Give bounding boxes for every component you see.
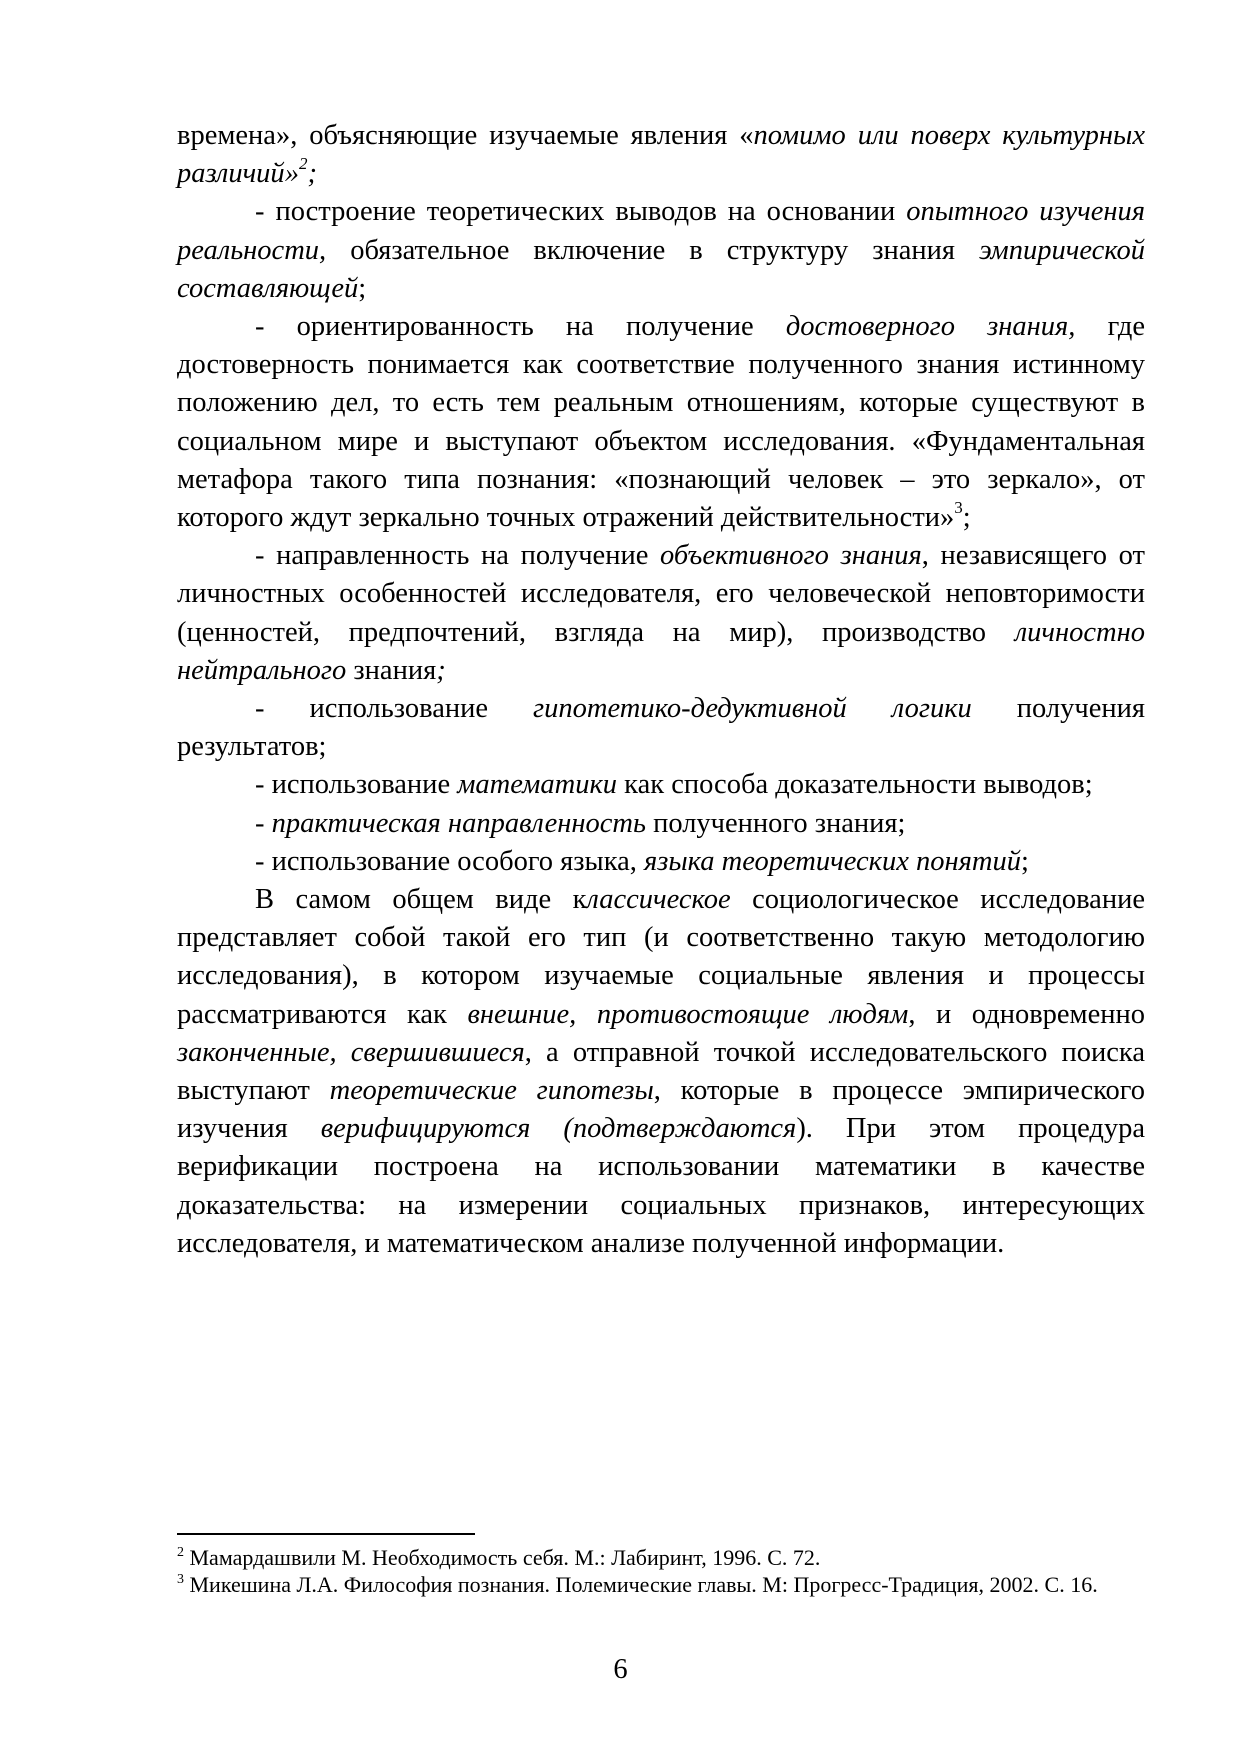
text-run: - <box>255 807 272 839</box>
paragraph <box>177 881 1145 1263</box>
italic-text: ; <box>436 654 446 686</box>
paragraph <box>177 843 1145 881</box>
italic-text: личностно нейтрального <box>177 616 1145 686</box>
footnote <box>177 1571 1145 1598</box>
paragraph <box>177 193 1145 308</box>
text-run: ). При этом процедура верификации построена на использовании математики в качестве доказательства: на измерении социальных признаков, интересующих исследователя, и математическом анализе полученной информации. <box>177 1113 1146 1259</box>
footnote-number: 3 <box>177 1572 184 1587</box>
footnote <box>177 1544 1145 1571</box>
text-run: ; <box>358 272 367 304</box>
italic-text: эмпирической составляющей <box>177 234 1145 304</box>
italic-text: помимо или поверх культурных различий <box>177 120 1146 190</box>
text-run: получения результатов; <box>177 693 1146 763</box>
text-run: как способа доказательности выводов; <box>617 769 1093 801</box>
text-run: - построение теоретических выводов на основании <box>255 196 907 228</box>
text-run: , а отправной точкой исследовательского поиска выступают <box>177 1036 1145 1107</box>
text-run: времена», объясняющие изучаемые явления « <box>177 120 754 151</box>
footnote-text: Мамардашвили М. Необходимость себя. М.: Лабиринт, 1996. С. 72. <box>184 1545 821 1570</box>
italic-text: математики <box>457 769 618 801</box>
italic-text: законченные, свершившиеся <box>177 1036 525 1068</box>
italic-text: » <box>284 158 299 190</box>
italic-text: внешние, противостоящие людям <box>467 998 909 1030</box>
footnotes <box>177 1544 1145 1598</box>
text-run: В самом общем виде к <box>255 884 587 916</box>
text-run: , независящего от личностных особенностей исследователя, его человеческой неповторимости (ценностей, предпочтений, взгляда на мир), производство <box>177 540 1145 648</box>
footnote-ref: 2 <box>298 154 308 174</box>
text-run: социологическое исследование представляет собой такой его тип (и соответственно такую методологию исследования), в котором изучаемые социальные явления и процессы рассматриваются как <box>177 884 1145 1030</box>
text-run: знания <box>346 654 437 686</box>
italic-text: практическая направленность <box>271 807 646 839</box>
italic-text: лассическое <box>586 884 731 916</box>
page-number: 6 <box>613 1654 628 1685</box>
italic-text: гипотетико-дедуктивной логики <box>533 693 972 725</box>
text-run: - использование <box>255 769 458 801</box>
text-run: , которые в процессе эмпирического изучения <box>177 1075 1146 1145</box>
text-run: - ориентированность на получение <box>255 311 786 343</box>
footnote-number: 2 <box>177 1545 184 1560</box>
text-run: ; <box>1021 845 1029 877</box>
text-run: полученного знания; <box>645 807 906 839</box>
paragraph <box>177 308 1145 537</box>
text-run: - направленность на получение <box>255 540 661 572</box>
italic-text: языка теоретических понятий <box>644 845 1021 877</box>
paragraph <box>177 805 1145 843</box>
paragraph <box>177 690 1145 766</box>
italic-text: опытного изучения реальности, <box>177 196 1145 266</box>
text-run: , и одновременно <box>908 998 1145 1030</box>
text-run: ; <box>962 502 971 534</box>
text-run: где достоверность понимается как соответствие полученного знания истинному положению дел, то есть тем реальным отношениям, которые существуют в социальном мире и выступают объектом исследования. «Фундаментальная метафора такого типа познания: «познающий человек – это зеркало», от которого ждут зеркально точных отражений действительности» <box>177 311 1145 534</box>
text-run: - использование <box>255 693 534 725</box>
footnote-separator <box>177 1533 475 1535</box>
text-run: - использование особого языка, <box>255 845 645 877</box>
footnote-ref: 3 <box>954 498 963 518</box>
italic-text: объективного знания <box>660 540 922 572</box>
paragraph <box>177 117 1145 193</box>
paragraph <box>177 537 1145 690</box>
italic-text: ; <box>307 158 317 190</box>
italic-text: достоверного знания, <box>785 311 1076 343</box>
main-text <box>177 117 1145 1263</box>
footnote-text: Микешина Л.А. Философия познания. Полемические главы. М: Прогресс-Традиция, 2002. С. 16. <box>184 1572 1098 1597</box>
text-run: обязательное включение в структуру знания <box>326 234 980 266</box>
paragraph <box>177 766 1145 804</box>
italic-text: теоретические гипотезы <box>329 1075 654 1107</box>
italic-text: верифицируются (подтверждаются <box>320 1113 797 1145</box>
